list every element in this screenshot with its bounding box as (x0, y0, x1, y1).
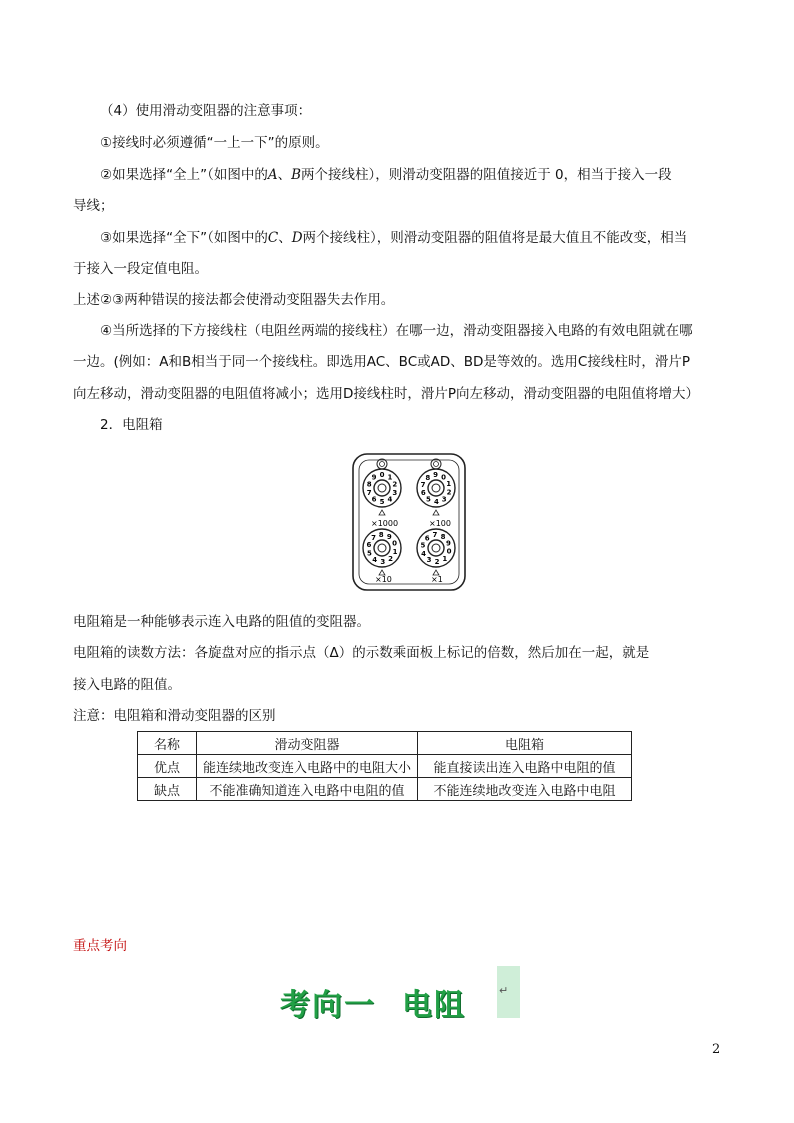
dial-digit: 8 (366, 480, 372, 489)
dial-digit: 1 (442, 554, 448, 563)
dial-digit: 1 (392, 548, 398, 556)
dial-digit: 5 (420, 541, 426, 550)
multiplier-label: ×1 (431, 575, 443, 584)
dial-digit: 3 (441, 495, 447, 504)
dial-digit: 7 (366, 488, 372, 497)
note-4-line3: 向左移动，滑动变阻器的电阻值将减小；选用D接线柱时，滑片P向左移动，滑动变阻器的电阻值将增大） (73, 386, 700, 402)
resistance-box-figure (351, 452, 467, 592)
dial-digit: 2 (434, 558, 440, 567)
separator: 、 (278, 230, 292, 246)
terminal-a-label: A (267, 167, 278, 183)
table-cell: 不能准确知道连入电路中电阻的值 (197, 778, 418, 801)
banner-part1: 考向一 (280, 988, 376, 1023)
dial-digit: 1 (387, 473, 393, 482)
note-3-text-b: 两个接线柱），则滑动变阻器的阻值将是最大值且不能改变，相当 (302, 230, 688, 246)
multiplier-label: ×10 (375, 575, 392, 584)
note-2-text-a: ②如果选择“全上”（如图中的 (100, 167, 268, 183)
dial-digit: 6 (371, 495, 377, 504)
table-cell: 能直接读出连入电路中电阻的值 (418, 755, 632, 778)
note-3-line1 (100, 228, 750, 248)
banner-part2: 电阻 (402, 988, 466, 1023)
table-cell: 优点 (138, 755, 197, 778)
comparison-table (137, 731, 632, 801)
dial-digit: 3 (380, 558, 386, 567)
dial-digit: 4 (387, 495, 393, 504)
dial-digit: 0 (392, 539, 398, 548)
dial-digit: 6 (366, 541, 372, 550)
dial-digit: 0 (379, 471, 385, 480)
dial-digit: 4 (372, 556, 378, 564)
header-cell: 电阻箱 (418, 732, 632, 755)
dial-digit: 0 (441, 473, 447, 482)
dial-digit: 2 (388, 555, 393, 564)
page-number: 2 (712, 1042, 721, 1057)
dial-digit: 9 (445, 539, 451, 548)
dial-digit: 1 (446, 480, 452, 489)
dial-digit: 4 (421, 549, 427, 558)
note-2-text-b: 两个接线柱），则滑动变阻器的阻值接近于 0，相当于接入一段 (301, 167, 672, 183)
dial-digit: 6 (424, 534, 430, 543)
key-points-heading: 重点考向 (73, 938, 127, 954)
dial-digit: 2 (446, 488, 452, 497)
table-cell: 不能连续地改变连入电路中电阻 (418, 778, 632, 801)
table-row (138, 755, 632, 778)
definition: 电阻箱是一种能够表示连入电路的阻值的变阻器。 (73, 614, 370, 630)
dial-digit: 5 (379, 498, 385, 507)
dial-digit: 8 (378, 531, 384, 540)
header-cell: 名称 (138, 732, 197, 755)
banner-title (280, 980, 466, 1024)
header-cell: 滑动变阻器 (197, 732, 418, 755)
note-2-line2: 导线； (73, 198, 114, 214)
terminal-b-label: B (291, 167, 302, 183)
note-2-line1 (100, 165, 750, 185)
dial-digit: 9 (371, 473, 377, 482)
note-3-line2: 于接入一段定值电阻。 (73, 261, 208, 277)
table-header-row (138, 732, 632, 755)
dial-digit: 4 (433, 498, 439, 507)
reading-method-line1: 电阻箱的读数方法：各旋盘对应的指示点（Δ）的示数乘面板上标记的倍数，然后加在一起，就是 (73, 645, 650, 661)
return-mark: ↵ (499, 984, 509, 997)
dial-digit: 7 (432, 531, 438, 540)
dial-digit: 2 (392, 480, 398, 489)
note-4-line1: ④当所选择的下方接线柱（电阻丝两端的接线柱）在哪一边，滑动变阻器接入电路的有效电阻就在哪 (100, 323, 693, 339)
multiplier-label: ×100 (429, 519, 451, 528)
dial-digit: 7 (371, 534, 376, 543)
dial-digit: 3 (426, 556, 432, 565)
dial-digit: 9 (386, 533, 392, 542)
dial-digit: 6 (420, 489, 426, 498)
dial-digit: 8 (440, 533, 446, 541)
note-3-text-a: ③如果选择“全下”（如图中的 (100, 230, 268, 246)
difference-title: 注意：电阻箱和滑动变阻器的区别 (73, 708, 276, 724)
separator: 、 (277, 167, 292, 183)
terminal-d-label: D (291, 230, 303, 246)
dial-digit: 5 (425, 495, 431, 504)
summary: 上述②③两种错误的接法都会使滑动变阻器失去作用。 (73, 292, 395, 308)
dial-digit: 0 (446, 547, 452, 556)
table-cell: 缺点 (138, 778, 197, 801)
multiplier-label: ×1000 (371, 519, 399, 528)
dial-digit: 5 (366, 549, 372, 558)
dial-digit: 3 (392, 488, 398, 497)
dial-digit: 9 (433, 471, 439, 480)
note-1: ①接线时必须遵循“一上一下”的原则。 (100, 135, 329, 151)
section4-title: （4）使用滑动变阻器的注意事项： (100, 103, 312, 119)
table-cell: 能连续地改变连入电路中的电阻大小 (197, 755, 418, 778)
dial-digit: 7 (420, 480, 426, 489)
note-4-line2: 一边。(例如：A和B相当于同一个接线柱。即选用AC、BC或AD、BD是等效的。选用C接线柱时，滑片P (73, 354, 690, 370)
reading-method-line2: 接入电路的阻值。 (73, 677, 181, 693)
section2-title: 2．电阻箱 (100, 417, 163, 433)
dial-digit: 8 (425, 473, 431, 482)
terminal-c-label: C (267, 230, 279, 246)
table-row (138, 778, 632, 801)
